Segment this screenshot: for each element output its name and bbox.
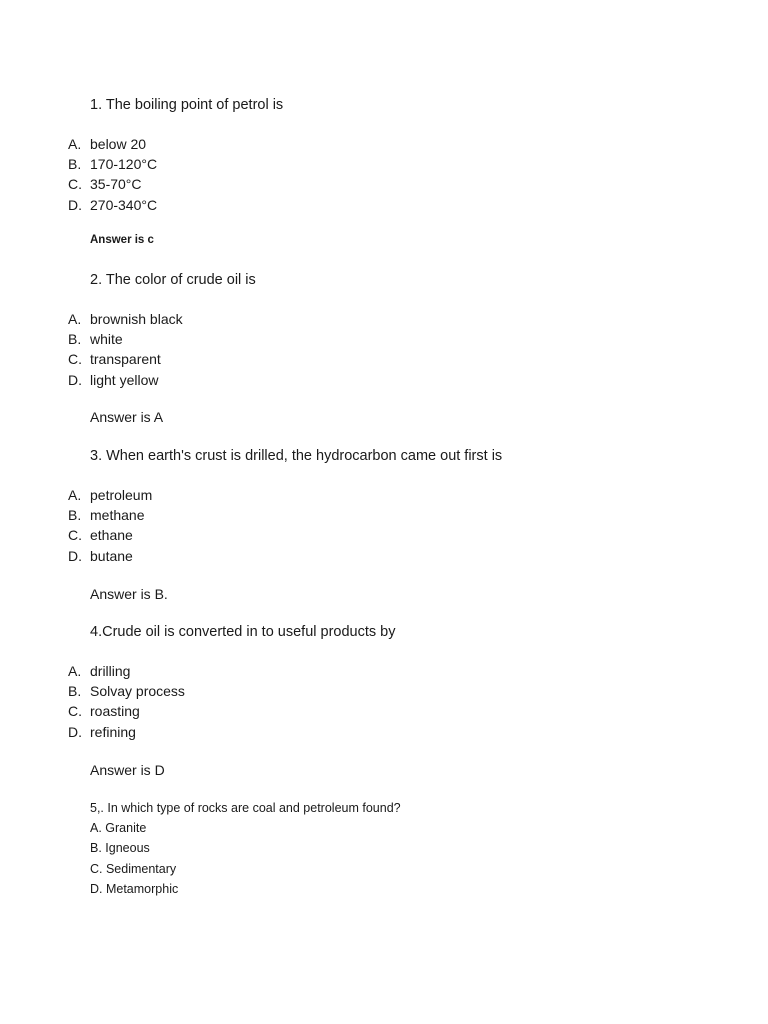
question-5-block (90, 798, 401, 899)
option-text: transparent (90, 351, 161, 368)
question-1-text: 1. The boiling point of petrol is (90, 97, 284, 113)
option-text: ethane (90, 527, 133, 544)
option-letter: D. (68, 371, 82, 388)
option-text: 35-70°C (90, 176, 142, 193)
option-letter: A. (68, 136, 82, 152)
question-1-answer: Answer is c (90, 234, 154, 246)
option-letter: D. (68, 723, 82, 740)
option-letter: C. (68, 527, 82, 544)
option-letter: B. (68, 683, 82, 700)
option-letter: A. (68, 487, 82, 503)
question-2-answer: Answer is A (90, 409, 164, 425)
option-letter: B. (68, 331, 82, 348)
option-text: butane (90, 547, 133, 564)
question-5-option-b: B. Igneous (90, 841, 150, 856)
option-text: white (90, 331, 123, 348)
option-text: 170-120°C (90, 156, 158, 173)
option-text: below 20 (90, 136, 147, 152)
option-text: brownish black (90, 311, 183, 327)
option-letter: B. (68, 507, 82, 524)
option-letter: D. (68, 196, 82, 213)
option-letter: A. (68, 311, 82, 327)
option-text: roasting (90, 703, 140, 720)
question-5-text: 5,. In which type of rocks are coal and petroleum found? (90, 801, 401, 815)
question-4-answer: Answer is D (90, 762, 165, 778)
option-letter: C. (68, 176, 82, 193)
option-letter: B. (68, 156, 82, 173)
option-text: refining (90, 723, 136, 740)
option-text: methane (90, 507, 145, 524)
option-text: light yellow (90, 371, 159, 388)
option-text: drilling (90, 663, 131, 679)
option-letter: C. (68, 703, 82, 720)
option-letter: C. (68, 351, 82, 368)
option-letter: D. (68, 547, 82, 564)
question-5-option-a: A. Granite (90, 821, 147, 836)
question-2-text: 2. The color of crude oil is (90, 272, 256, 288)
question-5-option-d: D. Metamorphic (90, 881, 179, 896)
option-letter: A. (68, 663, 82, 679)
question-3-answer: Answer is B. (90, 586, 168, 602)
question-3-text: 3. When earth's crust is drilled, the hydrocarbon came out first is (90, 448, 503, 464)
option-text: Solvay process (90, 683, 185, 700)
option-text: petroleum (90, 487, 153, 503)
question-5-option-c: C. Sedimentary (90, 861, 177, 876)
question-4-text: 4.Crude oil is converted in to useful products by (90, 624, 396, 640)
option-text: 270-340°C (90, 196, 158, 213)
